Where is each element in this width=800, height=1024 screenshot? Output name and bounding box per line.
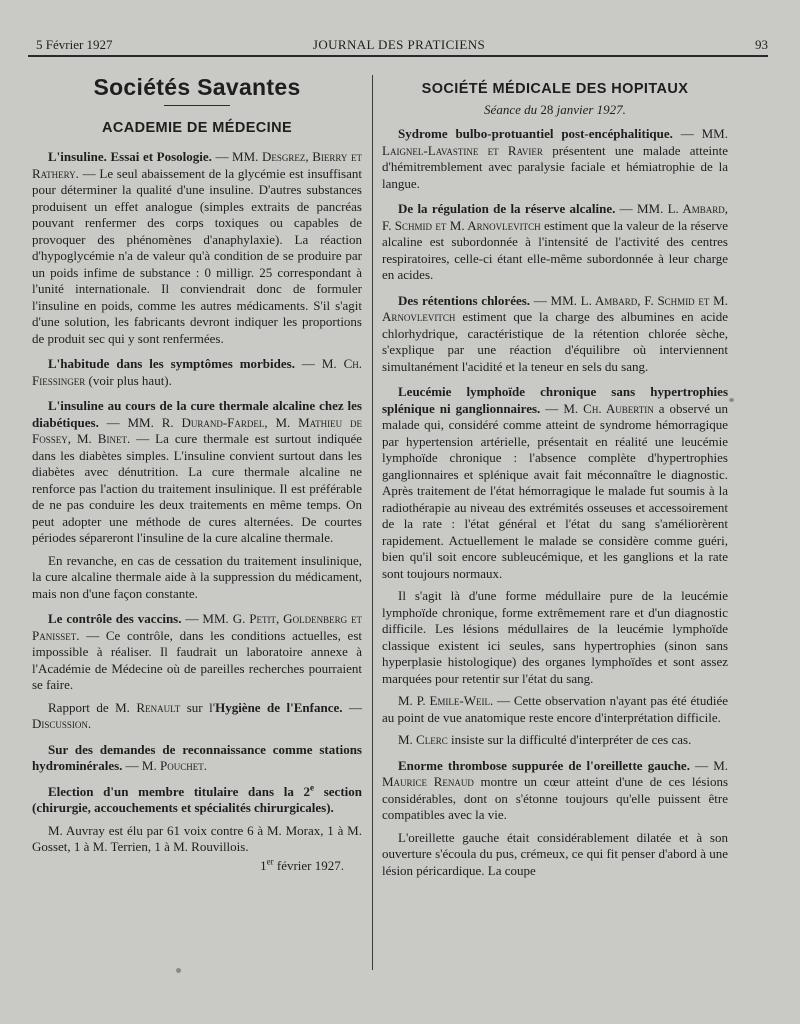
article-continuation: En revanche, en cas de cessation du traitement insulinique, la cure alcaline thermale aide à la suppression du médicament, mais non d'une façon constante.: [32, 552, 362, 601]
article-text: insiste sur la difficulté d'interpréter de ces cas.: [447, 732, 692, 747]
right-column: [382, 75, 728, 888]
article-authors: — M. Maurice Renaud: [382, 757, 728, 789]
running-header: [30, 37, 768, 53]
report-hygiene: [32, 700, 362, 733]
article-heading: L'habitude dans les symptômes morbides.: [48, 356, 295, 371]
article-text: — La cure thermale est surtout indiquée dans les diabètes simples. L'insuline convient surtout dans les diabètes avec dénutrition. La cure thermale alcaline ne renforce pas l'action du traitement insulinique. Il est préférable de ne pas conduire les deux traitements en même temps. On peut adopter une méthode de cures alternées. De courtes périodes sépareront l'insuline de la cure alcaline thermale.: [32, 431, 363, 545]
article-authors: — MM. L. Ambard, F. Schmid et M. Arnovlevitch: [382, 201, 728, 233]
article-habitude: [32, 356, 362, 389]
session-suffix: janvier 1927.: [553, 101, 626, 117]
article-text: a observé un malade qui, considéré comme atteint de syndrome hémorragique par hypertension artérielle, présentait en réalité une leucémie lymphoïde chronique : l'absence complète d'hypertrophies ganglionnaires et splénique avait fait méconnaître le diagnostic. Après traitement de l'état hémorragique le malade fut soumis à la radiothérapie au niveau des extrémités osseuses et accessoirement de la rate : l'état général et l'état du sang s'améliorèrent rapidement. Actuellement le malade se considère comme guéri, bien qu'il soit encore subleucémique, et les ganglions et la rate sont toujours normaux.: [382, 400, 729, 581]
article-authors: — M. Pouchet.: [122, 758, 207, 773]
left-column: [32, 75, 362, 874]
article-continuation: L'oreillette gauche était considérablement dilatée et à son ouverture s'écoula du pus, crémeux, ce qui fit penser d'abord à une lésion péricardique. La coupe: [382, 829, 728, 878]
article-heading: Election d'un membre titulaire dans la 2: [48, 783, 311, 799]
article-stations: [32, 742, 362, 775]
section-title: Sociétés Savantes: [93, 74, 301, 100]
article-text: montre un cœur atteint d'une de ces lésions considérables, dont on s'étonne toujours qu'elle puissent être compatibles avec la vie.: [382, 774, 729, 822]
article-insuline-posologie: [32, 149, 362, 347]
session-date: [382, 102, 728, 119]
report-prefix: Rapport de M.: [48, 699, 137, 715]
date-number: 1: [260, 857, 267, 873]
article-authors: — M. Ch. Aubertin: [540, 400, 654, 416]
article-text: — Le seul abaissement de la glycémie est insuffisant pour déterminer la qualité d'une insuline. D'autres substances produisent un effet analogue (simples extraits de pancréas pouvant renfermer des corps toxiques ou capables de provoquer des phénomènes d'anaphylaxie). La réaction d'hypoglycémie n'a de valeur qu'à condition de se produire par un poids infime de substance : 0 milligr. 25 correspondant à l'unité internationale. Il conviendrait donc de formuler l'insuline en poids, comme les autres médicaments. S'il s'agit d'une solution, les fabricants devront indiquer les proportions de produit sec qui y sont renfermées.: [32, 165, 362, 346]
article-heading: L'insuline. Essai et Posologie.: [48, 149, 212, 164]
title-rule: [164, 105, 230, 106]
article-text: (voir plus haut).: [85, 372, 172, 388]
paper-speck: [729, 398, 734, 402]
page-number: 93: [755, 37, 768, 52]
article-heading: Enorme thrombose suppurée de l'oreillette gauche.: [398, 757, 690, 773]
article-text: estiment que la valeur de la réserve alcaline est subordonnée à l'intensité de l'activité des centres respiratoires, celle-ci étant elle-même subordonnée à leur charge en acides.: [382, 217, 728, 282]
article-election: [32, 784, 362, 817]
article-cure-thermale: [32, 398, 362, 547]
article-text: estiment que la charge des albumines en acide chlorhydrique, caractéristique de la rétention chlorée sèche, s'explique par une réaction d'équilibre où interviennent simultanément l'acidité et la teneur en sels du sang.: [382, 309, 728, 374]
article-text: — Cette observation n'ayant pas été étudiée au point de vue anatomique reste encore d'interprétation difficile.: [382, 693, 728, 725]
session-prefix: Séance du: [484, 101, 541, 117]
date-superscript: er: [266, 856, 274, 867]
comment-clerc: [382, 732, 728, 749]
article-heading: De la régulation de la réserve alcaline.: [398, 201, 616, 216]
header-rule: [28, 55, 768, 57]
report-mid: sur l': [180, 699, 216, 715]
issue-date: 5 Février 1927: [36, 37, 113, 52]
article-authors: — MM. Desgrez, Bierry et Rathery.: [32, 149, 362, 181]
comment-emile-weil: [382, 693, 728, 726]
report-author: Renault: [136, 699, 181, 715]
heading-superscript: e: [310, 782, 315, 793]
article-heading: Hygiène de l'Enfance.: [215, 699, 343, 715]
academy-title: ACADEMIE DE MÉDECINE: [101, 119, 293, 136]
election-result: M. Auvray est élu par 61 voix contre 6 à M. Morax, 1 à M. Gosset, 1 à M. Terrien, 1 à M. Rouvillois.: [32, 822, 362, 854]
article-authors: — Discussion.: [32, 699, 362, 731]
article-text: — Ce contrôle, dans les conditions actuelles, est impossible à réaliser. Il faudrait un laboratoire annexe à l'Académie de Médecine où de pareilles recherches pourraient se faire.: [32, 627, 362, 692]
article-heading: Sydrome bulbo-protuantiel post-encéphalitique.: [398, 126, 673, 141]
article-heading: Sur des demandes de reconnaissance comme stations hydrominérales.: [32, 741, 362, 773]
article-authors: M. P. Emile-Weil.: [398, 693, 494, 708]
article-authors: — MM. L. Ambard, F. Schmid et M. Arnovlevitch: [382, 292, 728, 324]
article-authors: — M. Ch. Fiessinger: [32, 356, 362, 388]
article-authors: M. Clerc: [398, 732, 448, 747]
article-heading: L'insuline au cours de la cure thermale alcaline chez les diabétiques.: [32, 398, 362, 430]
article-authors: — MM. G. Petit, Goldenberg et Panisset.: [32, 611, 363, 643]
sign-date: [32, 858, 344, 875]
paper-speck: [176, 968, 181, 973]
article-reserve-alcaline: [382, 201, 728, 284]
article-authors: — MM. R. Durand-Fardel, M. Mathieu de Fossey, M. Binet.: [32, 414, 362, 446]
article-vaccins: [32, 611, 362, 694]
article-continuation: Il s'agit là d'une forme médullaire pure de la leucémie lymphoïde chronique, forme extrêmement rare et d'un diagnostic difficile. Les lésions médullaires de la leucémie lymphoïde classique existent ici seules, sans hypertrophies (sinon sans hyperplasie histologique) des organes lymphoïdes et sont assez marquées pour retentir sur l'état du sang.: [382, 588, 728, 686]
article-leucemie: [382, 384, 728, 582]
article-sydrome: [382, 126, 728, 192]
article-authors: — MM. Laignel-Lavastine et Ravier: [382, 126, 728, 158]
session-day: 28: [540, 101, 554, 117]
article-heading: Leucémie lymphoïde chronique sans hypertrophies splénique ni ganglionnaires.: [382, 384, 728, 416]
article-heading: Le contrôle des vaccins.: [48, 611, 182, 626]
article-thrombose: [382, 758, 728, 824]
journal-name: JOURNAL DES PRATICIENS: [312, 37, 486, 52]
date-rest: février 1927.: [273, 857, 344, 873]
article-text: présentent une malade atteinte d'hémitremblement avec paralysie faciale et hémiatrophie de la langue.: [382, 142, 728, 191]
article-retentions-chlorees: [382, 293, 728, 376]
column-divider: [372, 75, 373, 970]
article-heading: Des rétentions chlorées.: [398, 292, 531, 308]
society-title: SOCIÉTÉ MÉDICALE DES HOPITAUX: [421, 81, 689, 97]
article-heading-end: section (chirurgie, accouchements et spécialités chirurgicales).: [32, 783, 362, 815]
